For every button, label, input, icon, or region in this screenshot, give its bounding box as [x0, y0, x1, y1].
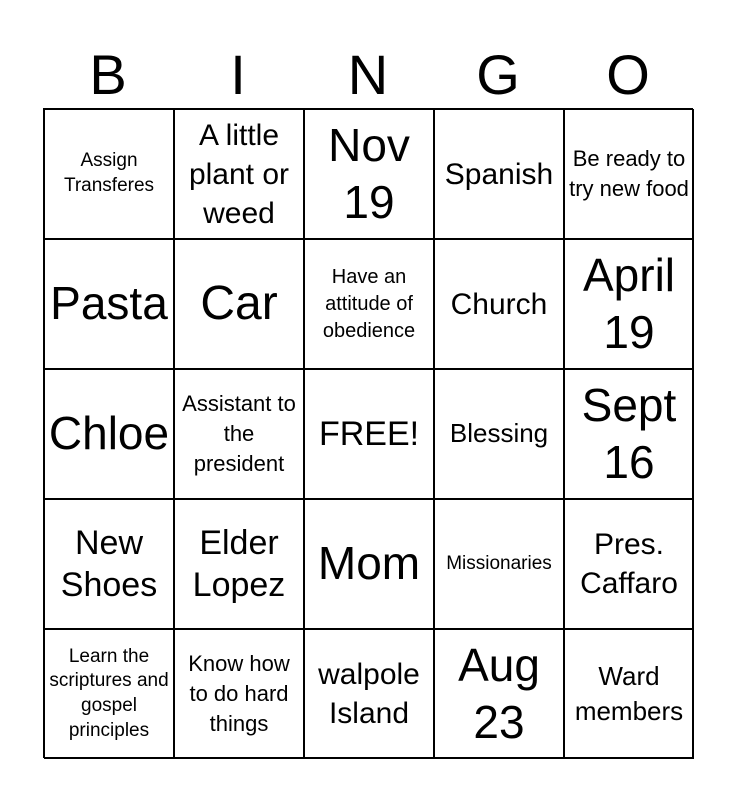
- bingo-cell[interactable]: [304, 239, 434, 369]
- cell-text: Be ready to try new food: [569, 146, 689, 201]
- bingo-cell[interactable]: [44, 239, 174, 369]
- header-letter-i: I: [230, 43, 246, 106]
- cell-text: Sept 16: [581, 378, 677, 488]
- bingo-cell[interactable]: [564, 369, 694, 499]
- cell-text: A little plant or weed: [188, 118, 290, 230]
- header-letter-g: G: [476, 43, 520, 106]
- bingo-cell[interactable]: [434, 369, 564, 499]
- bingo-cell[interactable]: [44, 109, 174, 239]
- bingo-cell[interactable]: [304, 629, 434, 759]
- cell-text: Know how to do hard things: [188, 651, 290, 736]
- bingo-cell[interactable]: [304, 369, 434, 499]
- cell-text: Ward members: [574, 660, 684, 726]
- cell-text: Assign Transferes: [63, 150, 155, 196]
- bingo-cell[interactable]: [44, 499, 174, 629]
- cell-text: Elder Lopez: [192, 523, 286, 604]
- cell-text: Have an attitude of obedience: [322, 265, 416, 342]
- cell-text: Nov 19: [328, 118, 410, 228]
- cell-text: Aug 23: [458, 638, 540, 748]
- bingo-cell[interactable]: [44, 629, 174, 759]
- cell-text: April 19: [582, 248, 676, 358]
- bingo-cell[interactable]: [174, 239, 304, 369]
- bingo-cell[interactable]: [174, 109, 304, 239]
- bingo-cell[interactable]: [564, 239, 694, 369]
- cell-text: Church: [450, 287, 548, 321]
- bingo-cell[interactable]: [174, 499, 304, 629]
- cell-text: Car: [200, 276, 278, 330]
- bingo-cell[interactable]: [434, 499, 564, 629]
- cell-text: Learn the scriptures and gospel principles: [49, 645, 169, 741]
- bingo-cell[interactable]: [434, 629, 564, 759]
- bingo-cell[interactable]: [44, 369, 174, 499]
- cell-text: New Shoes: [60, 523, 158, 604]
- cell-text: FREE!: [318, 414, 420, 453]
- cell-text: Missionaries: [446, 552, 552, 574]
- bingo-cell[interactable]: [174, 369, 304, 499]
- bingo-header: [43, 42, 693, 108]
- bingo-cell[interactable]: [564, 109, 694, 239]
- bingo-cell[interactable]: [564, 499, 694, 629]
- cell-text: Spanish: [444, 157, 554, 191]
- bingo-cell[interactable]: [434, 109, 564, 239]
- cell-text: Pres. Caffaro: [580, 528, 678, 600]
- bingo-cell[interactable]: [304, 499, 434, 629]
- bingo-cell[interactable]: [434, 239, 564, 369]
- bingo-board: [43, 108, 693, 758]
- cell-text: Mom: [317, 537, 421, 590]
- header-letter-b: B: [89, 43, 127, 106]
- bingo-cell[interactable]: [304, 109, 434, 239]
- bingo-cell[interactable]: [174, 629, 304, 759]
- cell-text: Chloe: [48, 407, 170, 460]
- cell-text: Pasta: [50, 277, 168, 330]
- cell-text: Assistant to the president: [182, 391, 296, 476]
- header-letter-n: N: [347, 43, 389, 106]
- cell-text: Blessing: [449, 418, 549, 449]
- bingo-cell[interactable]: [564, 629, 694, 759]
- header-letter-o: O: [606, 43, 650, 106]
- cell-text: walpole Island: [318, 658, 420, 730]
